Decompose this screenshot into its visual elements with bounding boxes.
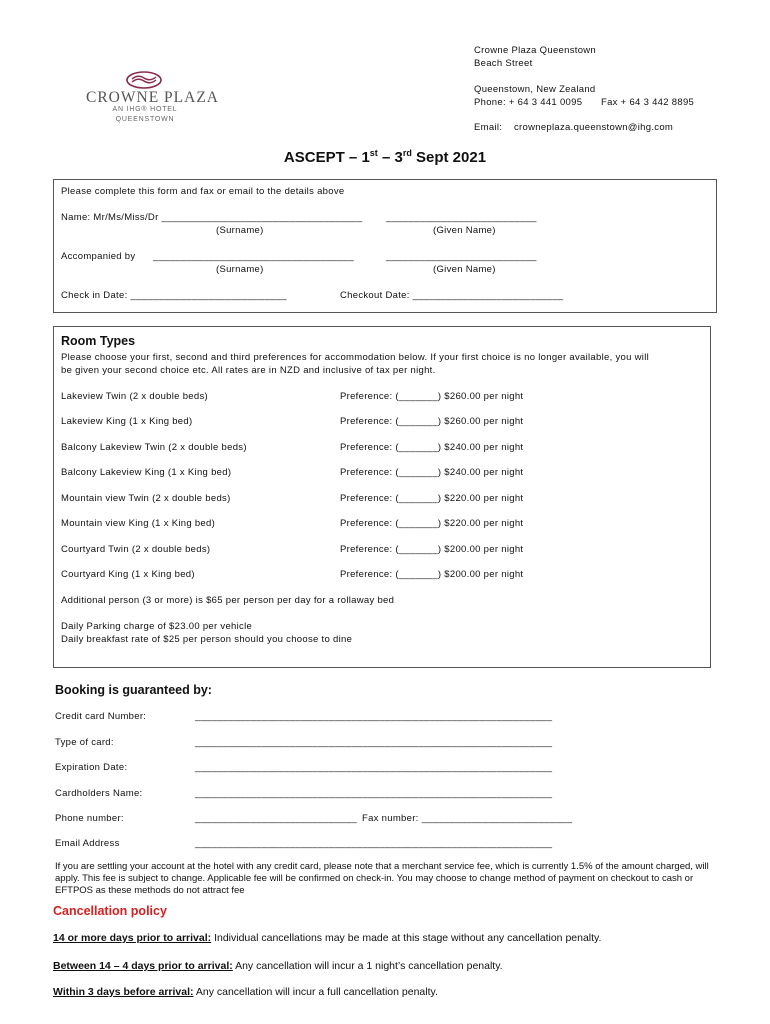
room-preference-field[interactable]: Preference: (_______) $200.00 per night bbox=[340, 544, 524, 555]
given-name-field[interactable]: ___________________________ bbox=[386, 212, 537, 223]
expiration-date-field[interactable]: ________________________________________________________________ bbox=[195, 762, 553, 773]
room-preference-field[interactable]: Preference: (_______) $260.00 per night bbox=[340, 391, 524, 402]
phone-number-field[interactable]: _____________________________ bbox=[195, 813, 357, 824]
brand-sub: AN IHG® HOTEL bbox=[112, 106, 178, 113]
brand-location: QUEENSTOWN bbox=[115, 116, 175, 123]
field-label: Credit card Number: bbox=[55, 711, 147, 722]
email-label: Email: bbox=[474, 122, 503, 133]
accompanied-given-field[interactable]: ___________________________ bbox=[386, 251, 537, 262]
accompanied-surname-field[interactable]: ____________________________________ bbox=[153, 251, 355, 262]
room-types-desc: Please choose your first, second and third preferences for accommodation below. If your first choice is no longer available, you will bbox=[61, 352, 650, 363]
cancellation-item: Within 3 days before arrival: Any cancellation will incur a full cancellation penalty. bbox=[53, 986, 438, 998]
page-title: ASCEPT – 1st – 3rd Sept 2021 bbox=[283, 148, 487, 166]
card-type-field[interactable]: ________________________________________________________________ bbox=[195, 737, 553, 748]
name-field[interactable]: Name: Mr/Ms/Miss/Dr ____________________________________ bbox=[61, 212, 363, 223]
merchant-fee-note: If you are settling your account at the hotel with any credit card, please note that a merchant service fee, which is currently 1.5% of the amount charged, will apply. This fee is subject to change. Applicable fee will be confirmed on check-in. You may choose to change method of payment on checkout to cash or EFTPOS as these methods do not attract fee bbox=[55, 861, 709, 896]
field-label: Email Address bbox=[55, 838, 120, 849]
cancellation-heading: Cancellation policy bbox=[53, 904, 167, 918]
brand-name: CROWNE PLAZA bbox=[86, 89, 219, 106]
room-name: Mountain view King (1 x King bed) bbox=[61, 518, 216, 529]
address-line: Queenstown, New Zealand bbox=[474, 84, 596, 95]
booking-heading: Booking is guaranteed by: bbox=[55, 683, 212, 697]
extra-person-note: Additional person (3 or more) is $65 per person per day for a rollaway bed bbox=[61, 595, 395, 606]
email-link[interactable]: crowneplaza.queenstown@ihg.com bbox=[514, 122, 674, 133]
address-line: Crowne Plaza Queenstown bbox=[474, 45, 597, 56]
room-preference-field[interactable]: Preference: (_______) $240.00 per night bbox=[340, 442, 524, 453]
cancellation-item: 14 or more days prior to arrival: Individual cancellations may be made at this stage without any cancellation penalty. bbox=[53, 932, 602, 944]
given-name-caption: (Given Name) bbox=[433, 264, 496, 275]
room-name: Mountain view Twin (2 x double beds) bbox=[61, 493, 231, 504]
room-preference-field[interactable]: Preference: (_______) $260.00 per night bbox=[340, 416, 524, 427]
accompanied-label: Accompanied by bbox=[61, 251, 136, 262]
room-name: Balcony Lakeview King (1 x King bed) bbox=[61, 467, 232, 478]
room-preference-field[interactable]: Preference: (_______) $200.00 per night bbox=[340, 569, 524, 580]
checkout-field[interactable]: Checkout Date: ___________________________ bbox=[340, 290, 564, 301]
credit-card-number-field[interactable]: ________________________________________________________________ bbox=[195, 711, 553, 722]
phone-text: Phone: + 64 3 441 0095 bbox=[474, 97, 583, 108]
room-types-heading: Room Types bbox=[61, 334, 136, 348]
crowne-plaza-logo-icon bbox=[124, 70, 164, 90]
surname-caption: (Surname) bbox=[216, 264, 264, 275]
field-label: Cardholders Name: bbox=[55, 788, 143, 799]
cancellation-item: Between 14 – 4 days prior to arrival: Any cancellation will incur a 1 night’s cancellation penalty. bbox=[53, 960, 503, 972]
field-label: Expiration Date: bbox=[55, 762, 128, 773]
field-label: Type of card: bbox=[55, 737, 114, 748]
cardholder-name-field[interactable]: ________________________________________________________________ bbox=[195, 788, 553, 799]
parking-note: Daily Parking charge of $23.00 per vehicle bbox=[61, 621, 253, 632]
form-instructions: Please complete this form and fax or email to the details above bbox=[61, 186, 345, 197]
room-name: Lakeview Twin (2 x double beds) bbox=[61, 391, 208, 402]
room-types-desc: be given your second choice etc. All rates are in NZD and inclusive of tax per night. bbox=[61, 365, 436, 376]
room-name: Courtyard Twin (2 x double beds) bbox=[61, 544, 211, 555]
breakfast-note: Daily breakfast rate of $25 per person should you choose to dine bbox=[61, 634, 353, 645]
room-name: Lakeview King (1 x King bed) bbox=[61, 416, 193, 427]
fax-text: Fax + 64 3 442 8895 bbox=[601, 97, 695, 108]
room-name: Balcony Lakeview Twin (2 x double beds) bbox=[61, 442, 247, 453]
address-line: Beach Street bbox=[474, 58, 533, 69]
checkin-field[interactable]: Check in Date: ____________________________ bbox=[61, 290, 287, 301]
surname-caption: (Surname) bbox=[216, 225, 264, 236]
given-name-caption: (Given Name) bbox=[433, 225, 496, 236]
field-label: Phone number: bbox=[55, 813, 124, 824]
room-preference-field[interactable]: Preference: (_______) $220.00 per night bbox=[340, 518, 524, 529]
room-preference-field[interactable]: Preference: (_______) $240.00 per night bbox=[340, 467, 524, 478]
email-address-field[interactable]: ________________________________________________________________ bbox=[195, 838, 553, 849]
fax-number-field[interactable]: Fax number: ___________________________ bbox=[362, 813, 573, 824]
room-name: Courtyard King (1 x King bed) bbox=[61, 569, 195, 580]
room-preference-field[interactable]: Preference: (_______) $220.00 per night bbox=[340, 493, 524, 504]
